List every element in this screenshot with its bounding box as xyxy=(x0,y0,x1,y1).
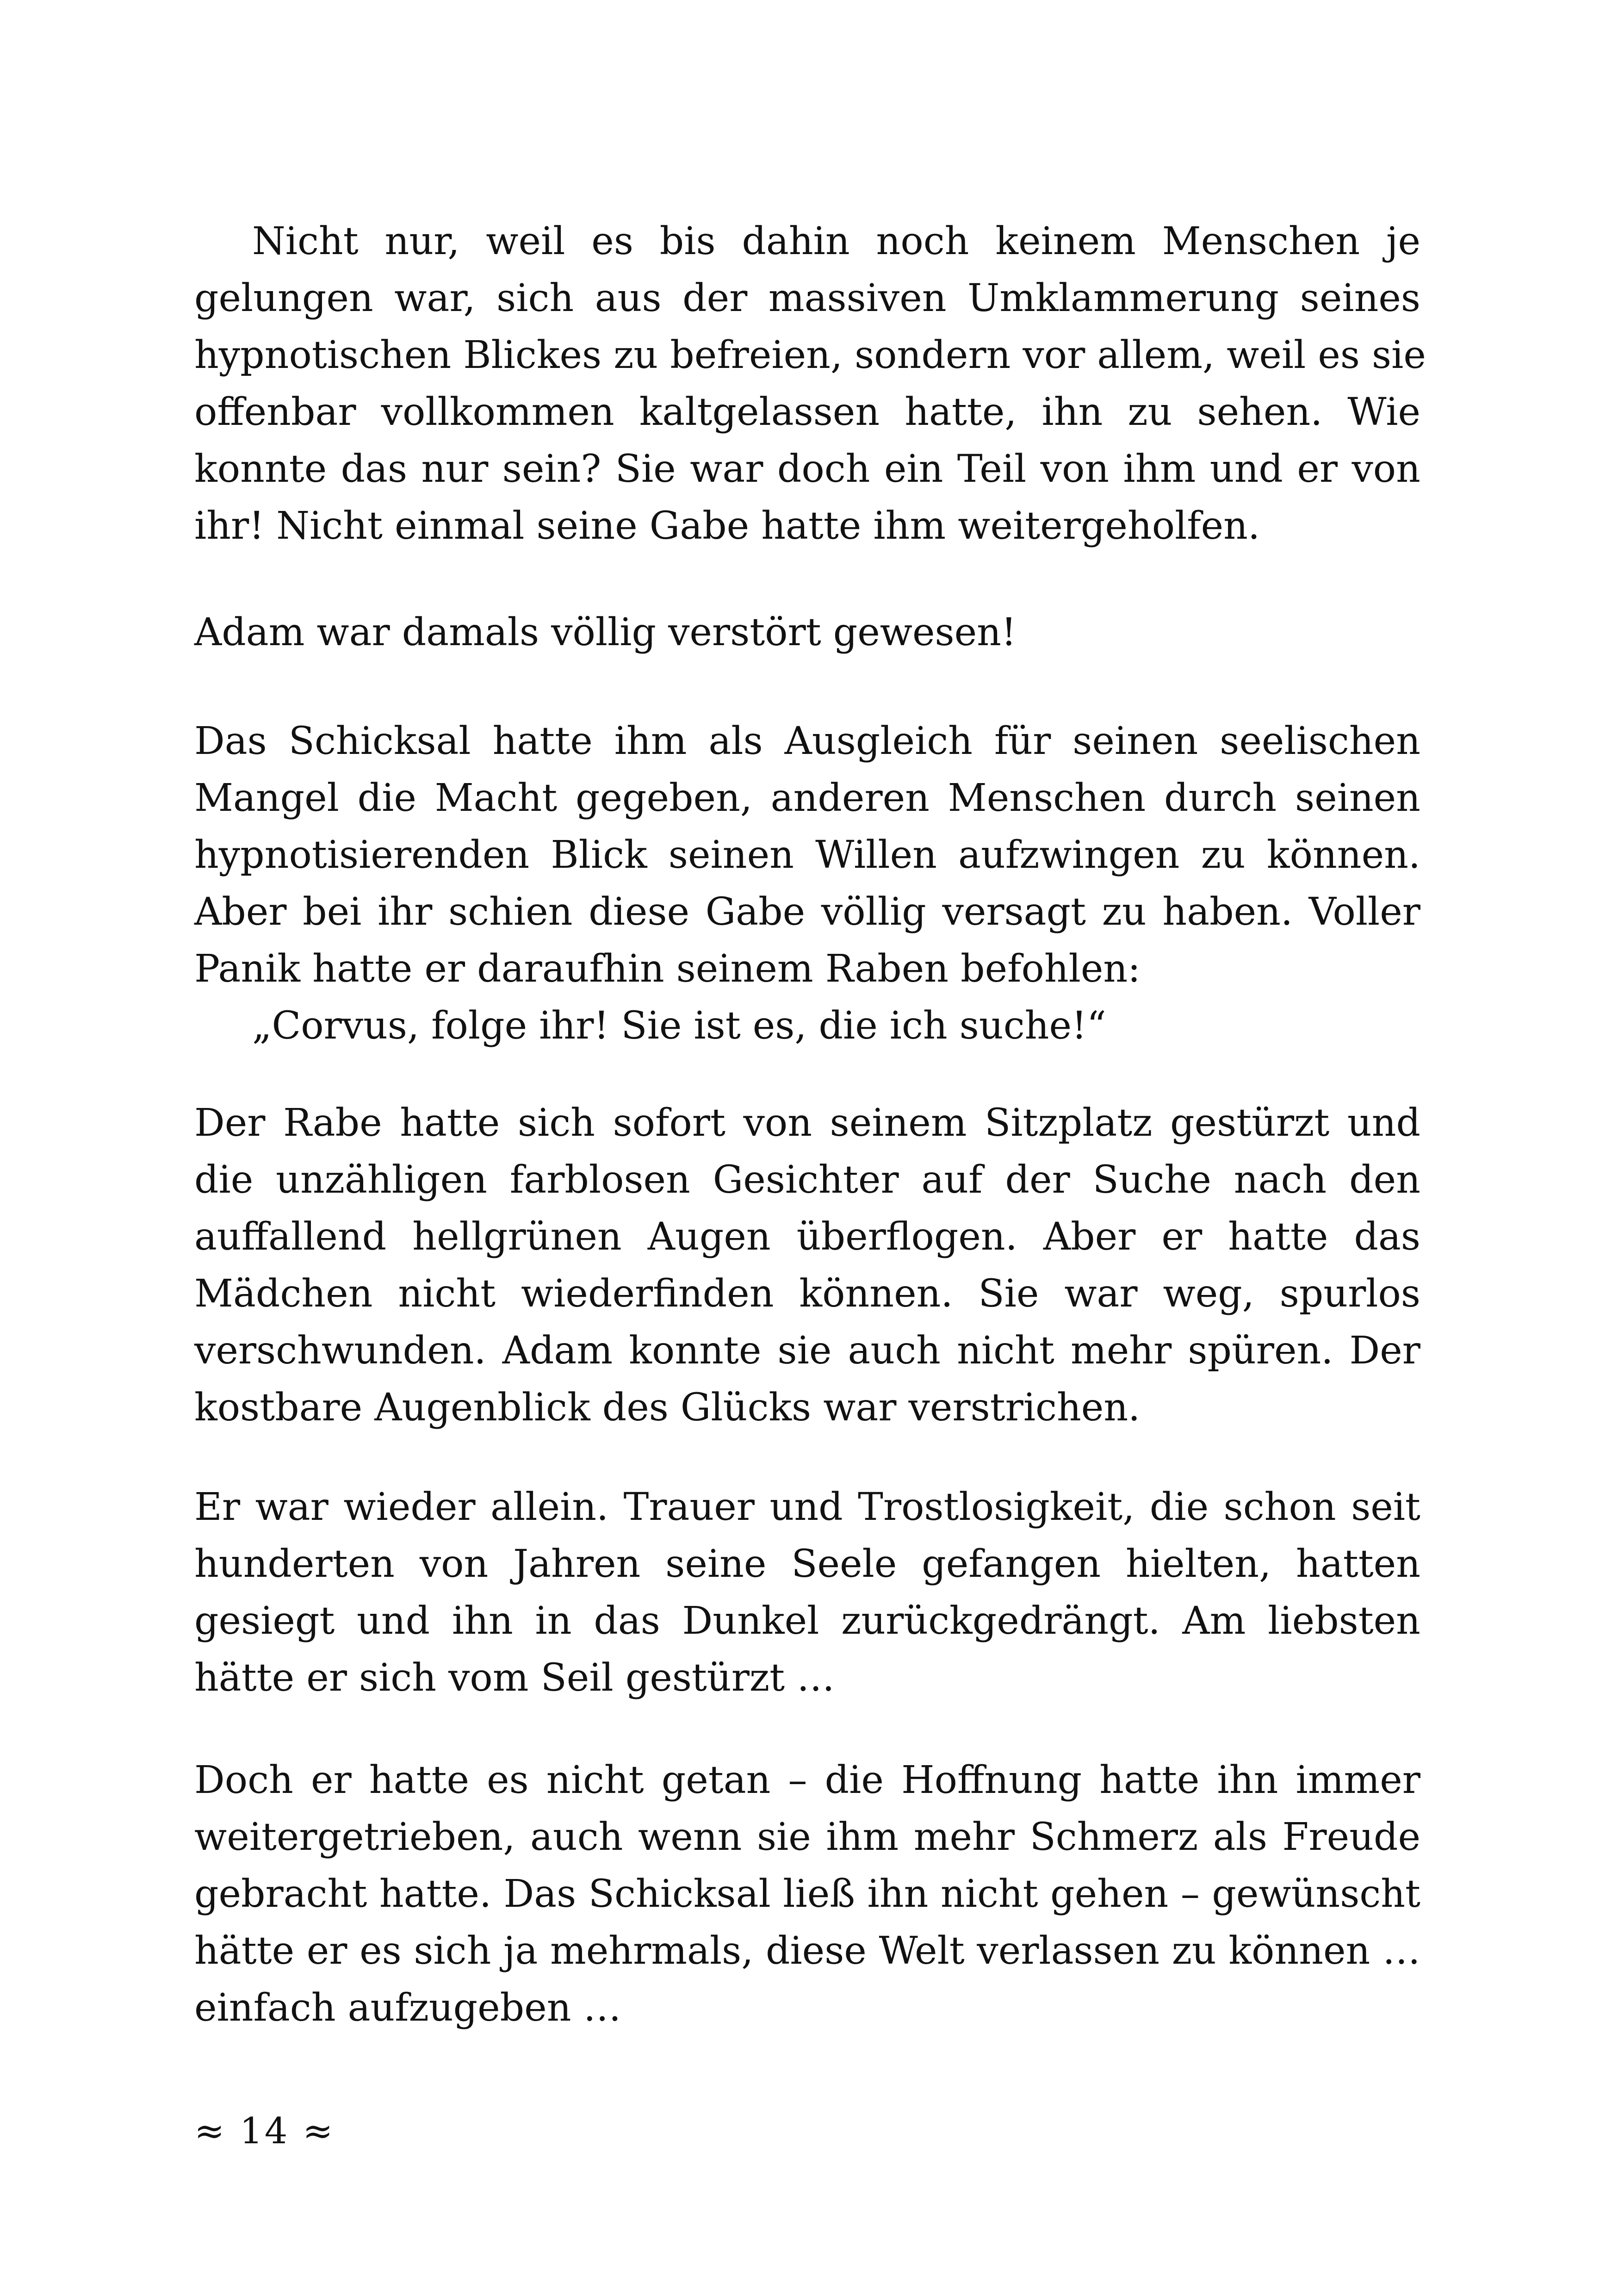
paragraph-4 xyxy=(194,1095,1420,1436)
paragraph-6 xyxy=(194,1752,1420,2036)
text-line: Mangel die Macht gegeben, anderen Menschen durch seinen xyxy=(194,776,1420,820)
text-line: Panik hatte er daraufhin seinem Raben befohlen: xyxy=(194,947,1141,991)
text-line: Er war wieder allein. Trauer und Trostlosigkeit, die schon seit xyxy=(194,1485,1420,1529)
text-line: kostbare Augenblick des Glücks war verstrichen. xyxy=(194,1386,1141,1430)
text-line: auffallend hellgrünen Augen überflogen. Aber er hatte das xyxy=(194,1215,1420,1259)
text-line: weitergetrieben, auch wenn sie ihm mehr Schmerz als Freude xyxy=(194,1815,1420,1859)
text-line: gesiegt und ihn in das Dunkel zurückgedrängt. Am liebsten xyxy=(194,1599,1420,1643)
paragraph-5 xyxy=(194,1479,1420,1706)
text-line: Aber bei ihr schien diese Gabe völlig versagt zu haben. Voller xyxy=(194,890,1420,934)
text-line: die unzähligen farblosen Gesichter auf der Suche nach den xyxy=(194,1158,1420,1202)
paragraph-1 xyxy=(194,213,1426,554)
page-number: ≈ 14 ≈ xyxy=(194,2110,335,2152)
text-line: hunderten von Jahren seine Seele gefangen hielten, hatten xyxy=(194,1542,1420,1586)
text-line: gelungen war, sich aus der massiven Umklammerung seines xyxy=(194,276,1420,320)
dialogue-line: „Corvus, folge ihr! Sie ist es, die ich suche!“ xyxy=(252,1004,1106,1048)
text-line: gebracht hatte. Das Schicksal ließ ihn nicht gehen – gewünscht xyxy=(194,1872,1420,1916)
text-line: hypnotisierenden Blick seinen Willen aufzwingen zu können. xyxy=(194,833,1420,877)
paragraph-3 xyxy=(194,713,1420,1054)
text-line: ihr! Nicht einmal seine Gabe hatte ihm weitergeholfen. xyxy=(194,504,1260,548)
text-line: hätte er sich vom Seil gestürzt … xyxy=(194,1656,835,1700)
text-line: Der Rabe hatte sich sofort von seinem Sitzplatz gestürzt und xyxy=(194,1101,1420,1145)
text-line: Doch er hatte es nicht getan – die Hoffnung hatte ihn immer xyxy=(194,1758,1420,1802)
text-line: Mädchen nicht wiederfinden können. Sie war weg, spurlos xyxy=(194,1272,1420,1316)
text-line: konnte das nur sein? Sie war doch ein Teil von ihm und er von xyxy=(194,447,1420,491)
paragraph-2 xyxy=(194,604,1420,661)
text-line: verschwunden. Adam konnte sie auch nicht mehr spüren. Der xyxy=(194,1329,1420,1373)
text-line: hätte er es sich ja mehrmals, diese Welt verlassen zu können … xyxy=(194,1929,1420,1973)
text-line: Adam war damals völlig verstört gewesen! xyxy=(194,610,1017,654)
text-line: Nicht nur, weil es bis dahin noch keinem Menschen je xyxy=(252,219,1420,263)
text-line: einfach aufzugeben … xyxy=(194,1986,621,2030)
text-line: offenbar vollkommen kaltgelassen hatte, ihn zu sehen. Wie xyxy=(194,390,1420,434)
text-line: Das Schicksal hatte ihm als Ausgleich für seinen seelischen xyxy=(194,719,1420,763)
text-line: hypnotischen Blickes zu befreien, sondern vor allem, weil es sie xyxy=(194,333,1426,377)
